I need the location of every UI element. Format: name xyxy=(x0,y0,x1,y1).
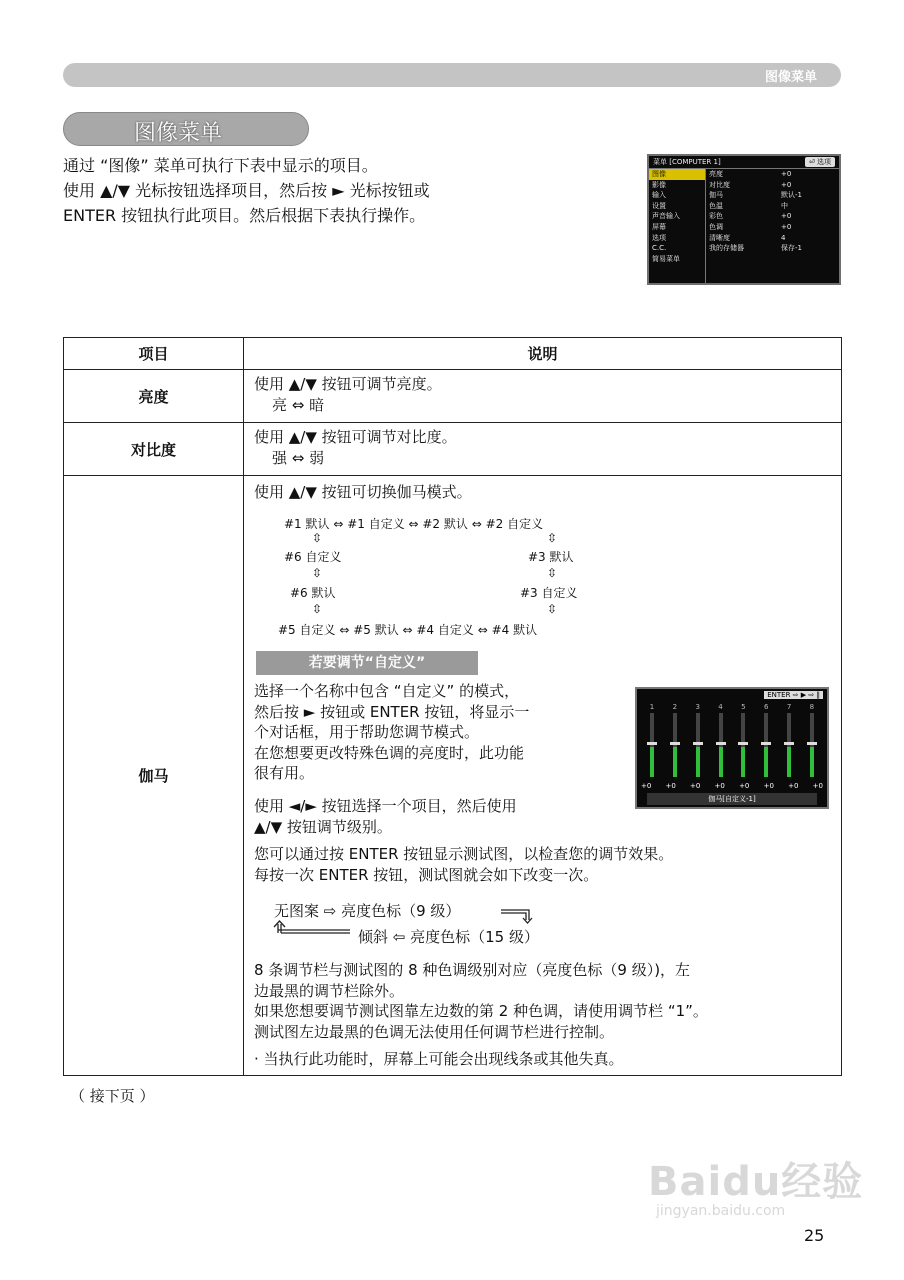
menu-left-item: 声音输入 xyxy=(652,212,680,221)
menu-row-label: 清晰度 xyxy=(709,233,730,242)
dialog-bar xyxy=(689,703,707,781)
para-line: 测试图左边最黑的色调无法使用任何调节栏进行控制。 xyxy=(254,1022,615,1041)
dialog-bar-number: 7 xyxy=(786,703,792,711)
menu-screenshot xyxy=(647,154,841,285)
menu-row-label: 色温 xyxy=(709,201,723,210)
header-item: 项目 xyxy=(64,338,244,370)
header-bar xyxy=(63,63,841,87)
dialog-bar-number: 2 xyxy=(672,703,678,711)
menu-row-value: 保存-1 xyxy=(781,244,802,253)
table-row-contrast xyxy=(64,423,842,476)
dialog-bar-number: 8 xyxy=(809,703,815,711)
menu-right-row xyxy=(709,201,837,212)
para-line: 每按一次 ENTER 按钮，测试图就会如下改变一次。 xyxy=(254,865,599,884)
section-title-pill xyxy=(63,112,309,146)
para-1 xyxy=(254,681,529,784)
menu-right-row xyxy=(709,233,837,244)
para-line: 8 条调节栏与测试图的 8 种色调级别对应（亮度色标（9 级）)，左 xyxy=(254,961,691,979)
dialog-bar-number: 6 xyxy=(763,703,769,711)
dialog-bar-knob xyxy=(693,742,703,745)
dialog-bar xyxy=(712,703,730,781)
dialog-bar-fill xyxy=(810,747,814,777)
table-row-brightness xyxy=(64,370,842,423)
item-gamma: 伽马 xyxy=(64,476,244,1076)
para-line: ▲/▼ 按钮调节级别。 xyxy=(254,817,392,836)
dialog-bar xyxy=(666,703,684,781)
gamma-seq-left-2: #6 默认 xyxy=(290,586,336,600)
dialog-bar-fill xyxy=(650,747,654,777)
gamma-dialog xyxy=(635,687,829,809)
gamma-content xyxy=(244,476,841,1075)
menu-right-row xyxy=(709,190,837,201)
menu-screenshot-title: 菜单 [COMPUTER 1] xyxy=(653,158,721,166)
menu-row-label: 色调 xyxy=(709,222,723,231)
para-line: 然后按 ► 按钮或 ENTER 按钮，将显示一 xyxy=(254,702,530,721)
dialog-bars xyxy=(643,703,821,781)
dialog-bar-value: +0 xyxy=(788,782,799,790)
menu-left-item: 屏幕 xyxy=(652,222,666,231)
page-title: 图像菜单 xyxy=(134,121,223,146)
para-line: 选择一个名称中包含 “自定义” 的模式， xyxy=(254,682,520,700)
dialog-bar-value: +0 xyxy=(739,782,750,790)
dialog-bar-number: 4 xyxy=(718,703,723,711)
dialog-bar-value: +0 xyxy=(714,782,725,790)
watermark-url: jingyan.baidu.com xyxy=(656,1203,786,1219)
image-menu-table xyxy=(63,337,842,1076)
menu-left-item: 影像 xyxy=(652,180,666,189)
dialog-bar-value: +0 xyxy=(665,782,676,790)
para-2 xyxy=(254,796,517,837)
dialog-bar-fill xyxy=(696,747,700,777)
menu-left-item: C.C. xyxy=(652,244,667,253)
menu-right-row xyxy=(709,169,837,180)
menu-screenshot-header xyxy=(649,156,839,169)
menu-row-value: 中 xyxy=(781,201,788,210)
para-line: 个对话框，用于帮助您调节模式。 xyxy=(254,723,480,741)
menu-right-row xyxy=(709,180,837,191)
menu-row-value: 默认-1 xyxy=(781,191,802,200)
dialog-bar-knob xyxy=(670,742,680,745)
table-row-gamma xyxy=(64,476,842,1076)
menu-right-row xyxy=(709,222,837,233)
dialog-bar xyxy=(757,703,775,781)
dialog-bar-knob xyxy=(761,742,771,745)
para-line: 如果您想要调节测试图靠左边数的第 2 种色调，请使用调节栏 “1”。 xyxy=(254,1002,708,1020)
desc-contrast xyxy=(244,423,842,476)
para-line: 在您想要更改特殊色调的亮度时，此功能 xyxy=(254,743,525,762)
dialog-bar-fill xyxy=(673,747,677,777)
menu-left-list xyxy=(649,169,706,283)
gamma-line-1: 使用 ▲/▼ 按钮可切换伽马模式。 xyxy=(254,483,472,501)
gamma-seq-arrow: ⇳ xyxy=(547,602,558,616)
menu-option-button: ⏎ 选项 xyxy=(805,157,835,167)
dialog-bar xyxy=(780,703,798,781)
dialog-label: 伽马[自定义-1] xyxy=(647,793,817,805)
cycle-arrow-return xyxy=(272,919,352,935)
dialog-bar xyxy=(803,703,821,781)
intro-line-3: ENTER 按钮执行此项目。然后根据下表执行操作。 xyxy=(63,206,426,225)
menu-row-label: 伽马 xyxy=(709,191,723,200)
menu-row-label: 彩色 xyxy=(709,212,723,221)
dialog-bar-value: +0 xyxy=(812,782,823,790)
baidu-watermark xyxy=(648,1150,863,1219)
page-number: 25 xyxy=(804,1226,825,1245)
dialog-bar-knob xyxy=(784,742,794,745)
para-line: 边最黑的调节栏除外。 xyxy=(254,981,405,1000)
menu-row-value: 4 xyxy=(781,233,786,242)
menu-right-list xyxy=(709,169,837,254)
watermark-brand: Baidu经验 xyxy=(648,1159,864,1205)
gamma-seq-arrow: ⇳ xyxy=(547,531,558,545)
menu-row-value: +0 xyxy=(781,170,792,178)
gamma-seq-bottom: #5 自定义 ⇔ #5 默认 ⇔ #4 自定义 ⇔ #4 默认 xyxy=(278,623,538,637)
continued-note: （ 接下页 ） xyxy=(70,1087,155,1105)
custom-subheading: 若要调节“自定义” xyxy=(256,651,478,675)
menu-row-value: +0 xyxy=(781,222,792,231)
menu-row-label: 我的存储器 xyxy=(709,244,744,253)
dialog-bar-knob xyxy=(807,742,817,745)
dialog-bar-fill xyxy=(741,747,745,777)
cycle-line-1: 无图案 ⇨ 亮度色标（9 级） xyxy=(274,902,461,920)
menu-left-item: 图像 xyxy=(649,169,705,180)
gamma-seq-right-1: #3 默认 xyxy=(528,550,574,564)
dialog-bar-value: +0 xyxy=(641,782,652,790)
gamma-seq-left-1: #6 自定义 xyxy=(284,550,342,564)
dialog-bar-value: +0 xyxy=(763,782,774,790)
desc-line: 使用 ▲/▼ 按钮可调节对比度。 xyxy=(254,428,457,446)
para-line: 使用 ◄/► 按钮选择一个项目，然后使用 xyxy=(254,797,517,815)
dialog-bar xyxy=(734,703,752,781)
dialog-bar-knob xyxy=(738,742,748,745)
gamma-seq-arrow: ⇳ xyxy=(547,566,558,580)
dialog-values xyxy=(641,782,823,790)
header-section-label: 图像菜单 xyxy=(764,70,817,85)
dialog-bar-knob xyxy=(716,742,726,745)
cycle-line-2: 倾斜 ⇦ 亮度色标（15 级） xyxy=(358,928,539,946)
intro-line-2: 使用 ▲/▼ 光标按钮选择项目，然后按 ► 光标按钮或 xyxy=(63,181,430,200)
intro-text xyxy=(63,153,430,228)
dialog-bar-number: 3 xyxy=(695,703,700,711)
dialog-bar xyxy=(643,703,661,781)
menu-left-item: 设置 xyxy=(652,201,666,210)
desc-line: 强 ⇔ 弱 xyxy=(272,449,325,467)
gamma-seq-right-2: #3 自定义 xyxy=(520,586,578,600)
desc-gamma xyxy=(244,476,842,1076)
menu-row-label: 对比度 xyxy=(709,180,730,189)
table-header-row xyxy=(64,338,842,370)
dialog-bar-value: +0 xyxy=(690,782,701,790)
dialog-bar-number: 5 xyxy=(741,703,746,711)
gamma-seq-arrow: ⇳ xyxy=(312,602,323,616)
item-contrast: 对比度 xyxy=(64,423,244,476)
desc-line: 使用 ▲/▼ 按钮可调节亮度。 xyxy=(254,375,442,393)
intro-line-1: 通过 “图像” 菜单可执行下表中显示的项目。 xyxy=(63,156,378,175)
dialog-bar-knob xyxy=(647,742,657,745)
desc-line: 亮 ⇔ 暗 xyxy=(272,396,325,414)
menu-right-row xyxy=(709,243,837,254)
menu-row-label: 亮度 xyxy=(709,170,723,178)
menu-row-value: +0 xyxy=(781,212,792,221)
menu-left-item: 简易菜单 xyxy=(652,254,680,263)
menu-left-item: 输入 xyxy=(652,191,666,200)
dialog-enter-label: ENTER ⇨ ▶ ⇨ ‖ xyxy=(764,691,823,699)
para-4 xyxy=(254,960,708,1042)
dialog-bar-number: 1 xyxy=(649,703,655,711)
gamma-seq-arrow: ⇳ xyxy=(312,531,323,545)
menu-row-value: +0 xyxy=(781,180,792,189)
menu-right-row xyxy=(709,211,837,222)
para-line: 很有用。 xyxy=(254,764,315,782)
desc-brightness xyxy=(244,370,842,423)
para-line: 您可以通过按 ENTER 按钮显示测试图，以检查您的调节效果。 xyxy=(254,845,674,863)
menu-left-item: 选项 xyxy=(652,233,666,242)
para-3 xyxy=(254,844,673,885)
header-desc: 说明 xyxy=(244,338,842,370)
gamma-seq-arrow: ⇳ xyxy=(312,566,323,580)
gamma-seq-top: #1 默认 ⇔ #1 自定义 ⇔ #2 默认 ⇔ #2 自定义 xyxy=(284,517,544,531)
dialog-bar-fill xyxy=(787,747,791,777)
item-brightness: 亮度 xyxy=(64,370,244,423)
dialog-bar-fill xyxy=(764,747,768,777)
gamma-note: · 当执行此功能时，屏幕上可能会出现线条或其他失真。 xyxy=(254,1050,624,1068)
dialog-bar-fill xyxy=(719,747,723,777)
cycle-arrow-right xyxy=(499,904,539,924)
